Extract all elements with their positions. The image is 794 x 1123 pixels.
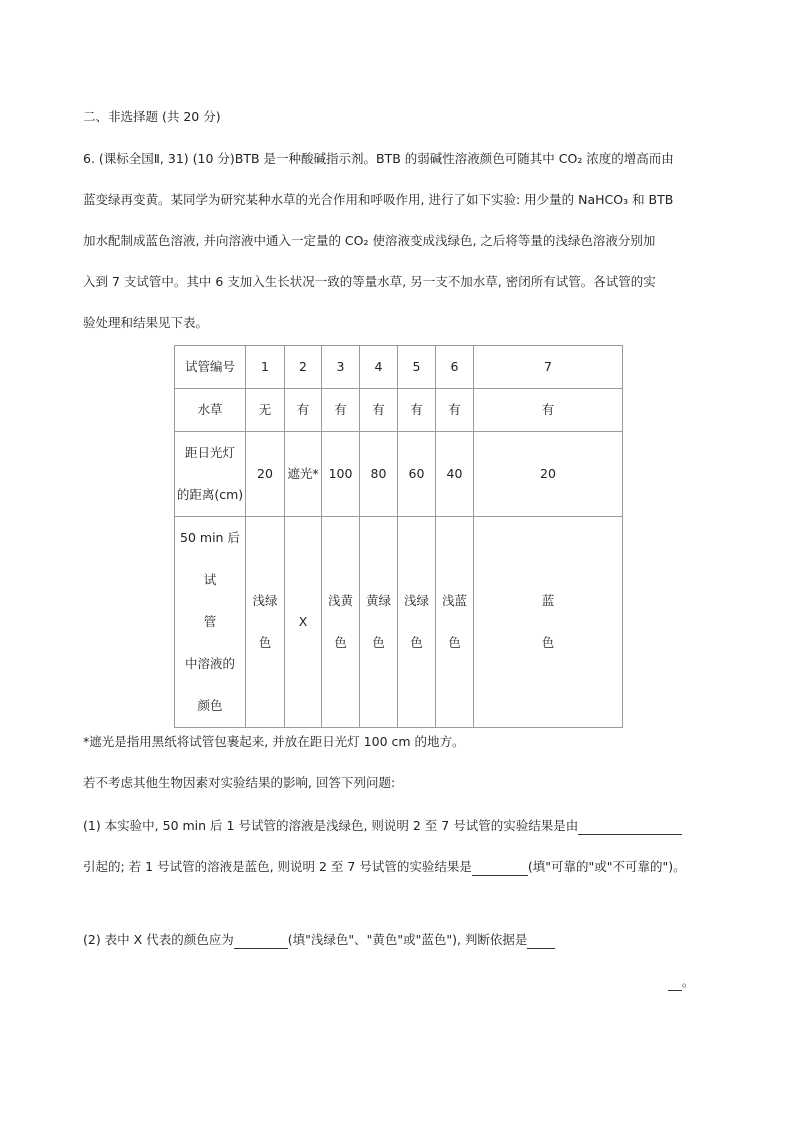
question-line-2: 蓝变绿再变黄。某同学为研究某种水草的光合作用和呼吸作用, 进行了如下实验: 用少量的 NaHCO₃ 和 BTB [83,192,674,207]
table-cell: 浅蓝 色 [436,517,474,728]
q2-text-a: (2) 表中 X 代表的颜色应为 [83,932,234,947]
table-cell: 1 [246,346,285,389]
q2-text-b: (填"浅绿色"、"黄色"或"蓝色"), 判断依据是 [287,932,528,947]
q1-line-2 [83,858,686,876]
row-header-line: 距日光灯 [184,445,235,460]
q1-text-b: 引起的; 若 1 号试管的溶液是蓝色, 则说明 2 至 7 号试管的实验结果是 [83,859,472,874]
q1-line-1 [83,817,682,835]
table-cell: 20 [474,432,623,517]
q1-text-a: (1) 本实验中, 50 min 后 1 号试管的溶液是浅绿色, 则说明 2 至 7 号试管的实验结果是由 [83,818,579,833]
row-header-tube: 试管编号 [175,346,246,389]
q2-answer-blank-2-cont[interactable] [668,976,682,991]
table-cell: 有 [322,389,360,432]
row-header-distance [175,432,246,517]
row-header-line: 的距离(cm) [176,487,244,502]
row-header-line: 颜色 [197,698,223,713]
q1-text-c: (填"可靠的"或"不可靠的")。 [527,859,686,874]
q1-answer-blank-1[interactable] [578,820,682,835]
table-cell: 有 [360,389,398,432]
table-row [175,517,623,728]
table-cell: 黄绿 色 [360,517,398,728]
table-cell: 7 [474,346,623,389]
table-row [175,346,623,389]
table-cell: 100 [322,432,360,517]
q2-line-1 [83,931,555,949]
question-line-3: 加水配制成蓝色溶液, 并向溶液中通入一定量的 CO₂ 使溶液变成浅绿色, 之后将等量的浅绿色溶液分别加 [83,233,656,248]
results-table [174,345,623,728]
table-cell: 有 [285,389,322,432]
table-cell: 浅绿 色 [398,517,436,728]
table-cell: 有 [436,389,474,432]
q2-text-c: 。 [682,974,695,989]
section-title: 二、非选择题 (共 20 分) [83,109,221,124]
question-line-1: 6. (课标全国Ⅱ, 31) (10 分)BTB 是一种酸碱指示剂。BTB 的弱碱性溶液颜色可随其中 CO₂ 浓度的增高而由 [83,151,674,166]
q2-answer-blank-2[interactable] [527,934,555,949]
table-cell: 浅绿 色 [246,517,285,728]
table-row [175,432,623,517]
question-line-4: 入到 7 支试管中。其中 6 支加入生长状况一致的等量水草, 另一支不加水草, 密闭所有试管。各试管的实 [83,274,656,289]
q1-answer-blank-2[interactable] [472,861,528,876]
footnote: *遮光是指用黑纸将试管包裹起来, 并放在距日光灯 100 cm 的地方。 [83,734,465,749]
row-header-line: 50 min 后试 [180,530,240,587]
table-cell: 无 [246,389,285,432]
table-cell: 2 [285,346,322,389]
table-cell-x: X [285,517,322,728]
table-cell: 有 [474,389,623,432]
table-cell: 5 [398,346,436,389]
table-cell: 有 [398,389,436,432]
row-header-grass: 水草 [175,389,246,432]
table-cell: 3 [322,346,360,389]
row-header-line: 管 [203,614,217,629]
table-cell: 20 [246,432,285,517]
row-header-color [175,517,246,728]
table-cell: 蓝 色 [474,517,623,728]
table-cell: 40 [436,432,474,517]
row-header-line: 中溶液的 [184,656,235,671]
question-line-5: 验处理和结果见下表。 [83,315,209,330]
q2-line-2 [668,973,695,991]
table-cell: 80 [360,432,398,517]
q2-answer-blank-1[interactable] [234,934,288,949]
table-row [175,389,623,432]
table-cell: 遮光* [285,432,322,517]
table-cell: 60 [398,432,436,517]
instruction: 若不考虑其他生物因素对实验结果的影响, 回答下列问题: [83,775,396,790]
table-cell: 4 [360,346,398,389]
table-cell: 6 [436,346,474,389]
table-cell: 浅黄 色 [322,517,360,728]
